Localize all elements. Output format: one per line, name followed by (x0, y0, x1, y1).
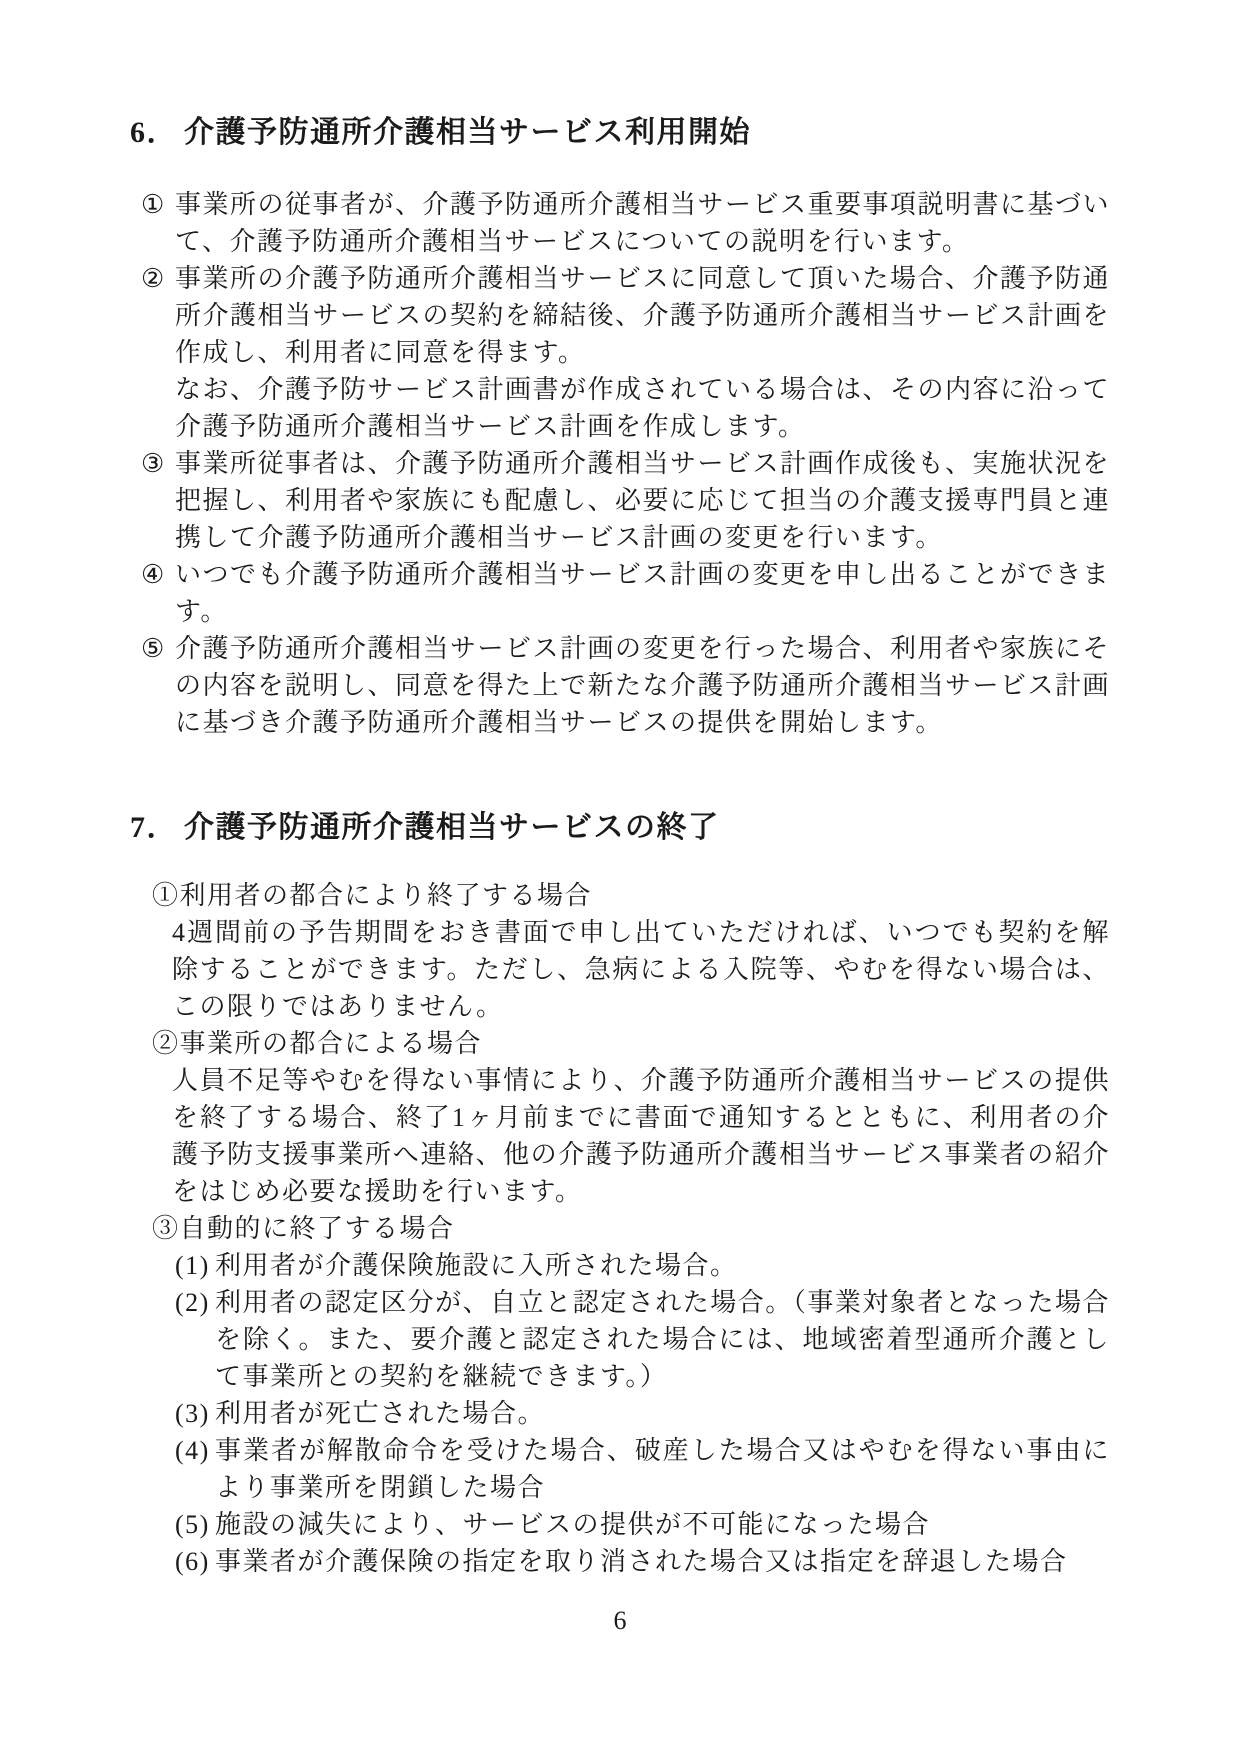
group-label: 自動的に終了する場合 (179, 1214, 455, 1243)
sub-item-marker: (5) (175, 1510, 210, 1539)
termination-group-user (130, 877, 1110, 1025)
termination-group-automatic (130, 1210, 1110, 1580)
sub-item-text: 利用者の認定区分が、自立と認定された場合。（事業対象者となった場合を除く。また、要介護と認定された場合には、地域密着型通所介護として事業所との契約を継続できます。） (215, 1288, 1110, 1391)
item-marker: ⑤ (141, 634, 166, 663)
sub-item-text: 事業者が解散命令を受けた場合、破産した場合又はやむを得ない事由により事業所を閉鎖した場合 (215, 1436, 1110, 1502)
list-item (141, 260, 1110, 445)
item-text-block (175, 556, 1110, 630)
paragraph: 事業所の従事者が、介護予防通所介護相当サービス重要事項説明書に基づいて、介護予防通所介護相当サービスについての説明を行います。 (175, 190, 1111, 256)
section-6-number: 6． (130, 116, 178, 149)
list-item (141, 445, 1110, 556)
item-marker: ④ (141, 560, 166, 589)
sub-list-item (175, 1247, 1110, 1284)
group-label-line (152, 877, 1110, 914)
item-marker: ③ (141, 449, 166, 478)
sub-list-item (175, 1395, 1110, 1432)
sub-item-marker: (4) (175, 1436, 210, 1465)
paragraph: 事業所従事者は、介護予防通所介護相当サービス計画作成後も、実施状況を把握し、利用者や家族にも配慮し、必要に応じて担当の介護支援専門員と連携して介護予防通所介護相当サービス計画の変更を行います。 (175, 449, 1111, 552)
group-label: 利用者の都合により終了する場合 (179, 881, 593, 910)
section-service-end (130, 807, 1110, 1580)
sub-item-marker: (2) (175, 1288, 210, 1317)
list-item (141, 186, 1110, 260)
group-body: 4週間前の予告期間をおき書面で申し出ていただければ、いつでも契約を解除することができます。ただし、急病による入院等、やむを得ない場合は、この限りではありません。 (172, 918, 1110, 1021)
group-body: 人員不足等やむを得ない事情により、介護予防通所介護相当サービスの提供を終了する場合、終了1ヶ月前までに書面で通知するとともに、利用者の介護予防支援事業所へ連絡、他の介護予防通所介護相当サービス事業者の紹介をはじめ必要な援助を行います。 (172, 1066, 1110, 1206)
sub-item-marker: (1) (175, 1251, 210, 1280)
section-6-item-list (141, 186, 1110, 741)
group-marker: ③ (152, 1214, 180, 1243)
paragraph: 事業所の介護予防通所介護相当サービスに同意して頂いた場合、介護予防通所介護相当サービスの契約を締結後、介護予防通所介護相当サービス計画を作成し、利用者に同意を得ます。 (175, 264, 1111, 367)
item-marker: ① (141, 190, 166, 219)
sub-list-item (175, 1506, 1110, 1543)
automatic-termination-list (175, 1247, 1110, 1580)
section-service-start (130, 112, 1110, 741)
item-marker: ② (141, 264, 166, 293)
item-text-block (175, 445, 1110, 556)
group-label: 事業所の都合による場合 (179, 1029, 483, 1058)
page-footer (130, 1606, 1110, 1636)
section-7-heading (130, 807, 1110, 849)
item-text-block (175, 260, 1110, 445)
list-item (141, 630, 1110, 741)
page-number: 6 (613, 1606, 627, 1635)
item-text-block (175, 630, 1110, 741)
item-text-block (175, 186, 1110, 260)
sub-list-item (175, 1543, 1110, 1580)
sub-item-marker: (3) (175, 1399, 210, 1428)
group-marker: ① (152, 881, 180, 910)
group-marker: ② (152, 1029, 180, 1058)
sub-item-text: 利用者が介護保険施設に入所された場合。 (215, 1251, 738, 1280)
sub-item-text: 事業者が介護保険の指定を取り消された場合又は指定を辞退した場合 (215, 1547, 1068, 1576)
paragraph: 介護予防通所介護相当サービス計画の変更を行った場合、利用者や家族にその内容を説明し、同意を得た上で新たな介護予防通所介護相当サービス計画に基づき介護予防通所介護相当サービスの提供を開始します。 (175, 634, 1111, 737)
section-6-title: 介護予防通所介護相当サービス利用開始 (184, 116, 751, 149)
list-item (141, 556, 1110, 630)
group-label-line (152, 1025, 1110, 1062)
section-6-heading (130, 112, 1110, 154)
paragraph: いつでも介護予防通所介護相当サービス計画の変更を申し出ることができます。 (175, 560, 1111, 626)
sub-list-item (175, 1284, 1110, 1395)
section-7-title: 介護予防通所介護相当サービスの終了 (184, 811, 720, 844)
group-label-line (152, 1210, 1110, 1247)
sub-item-marker: (6) (175, 1547, 210, 1576)
termination-group-provider (130, 1025, 1110, 1210)
paragraph-note: なお、介護予防サービス計画書が作成されている場合は、その内容に沿って介護予防通所介護相当サービス計画を作成します。 (175, 375, 1111, 441)
sub-list-item (175, 1432, 1110, 1506)
section-7-number: 7． (130, 811, 178, 844)
sub-item-text: 利用者が死亡された場合。 (215, 1399, 546, 1428)
sub-item-text: 施設の減失により、サービスの提供が不可能になった場合 (215, 1510, 931, 1539)
